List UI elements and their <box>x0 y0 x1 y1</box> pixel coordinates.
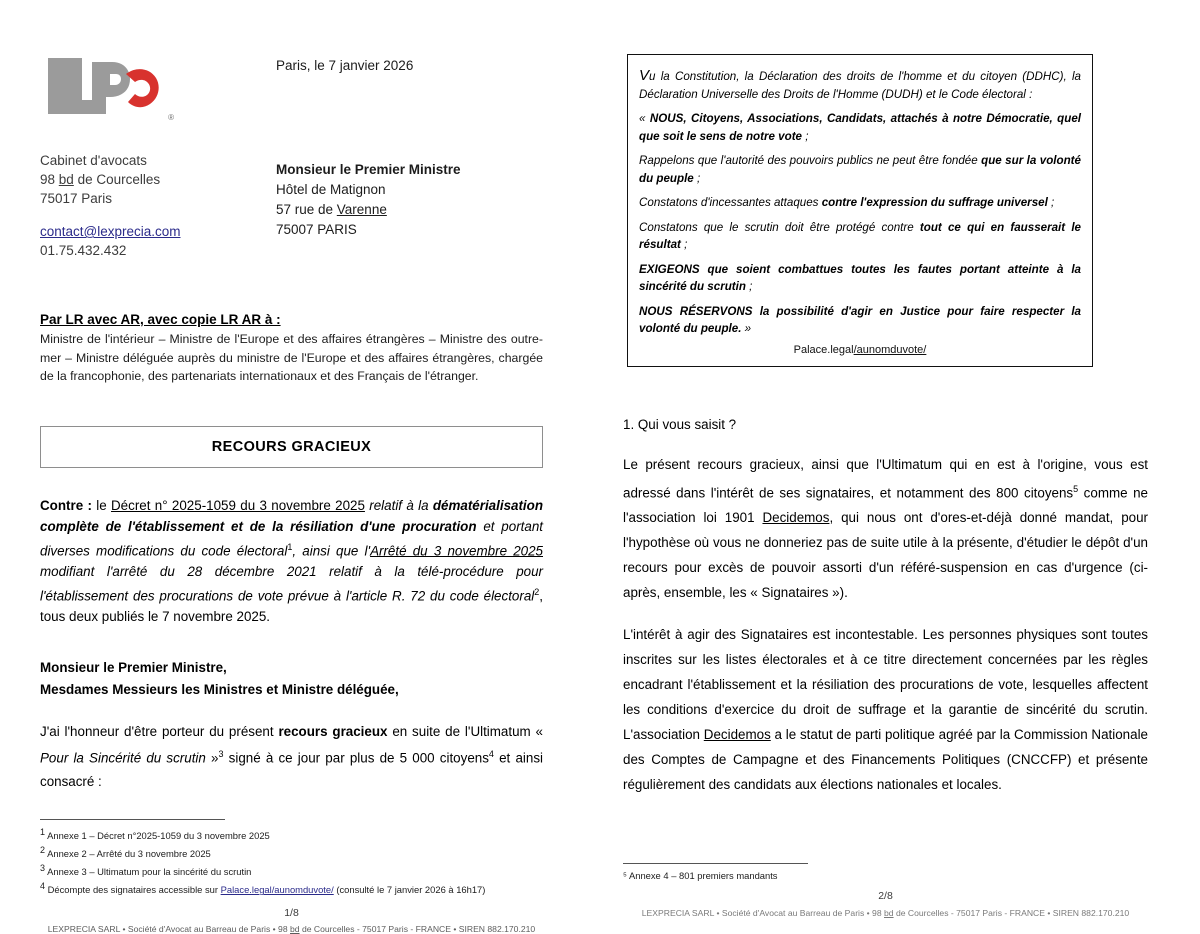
letterhead <box>40 52 543 260</box>
arrete-reference: Arrêté du 3 novembre 2025 <box>370 542 543 558</box>
firm-phone: 01.75.432.432 <box>40 243 127 258</box>
letter-date: Paris, le 7 janvier 2026 <box>276 58 414 73</box>
footnote-item: $^3$ Annexe 3 – Ultimatum pour la sincérité du scrutin <box>40 863 252 878</box>
lexprecia-logo-icon <box>40 52 174 138</box>
recipient-place: Hôtel de Matignon <box>276 182 386 197</box>
contre-paragraph: Contre : le Décret n° 2025-1059 du 3 novembre 2025 relatif à la dématérialisation complète de l'établissement et de la résiliation d'une procuration et portant diverses modifications du code électoral$^1$, ainsi que l'Arrêté du 3 novembre 2025 modifiant l'arrêté du 28 décembre 2021 relatif à la télé-procédure pour l'établissement des procurations de vote prévue à l'article R. 72 du code électoral$^2$, tous deux publiés le 7 novembre 2025. <box>40 497 543 625</box>
quote-paragraph-2: « NOUS, Citoyens, Associations, Candidats, attachés à notre Démocratie, quel que soit le sens de notre vote ; <box>639 112 1081 143</box>
footnote-item: ⁵ Annexe 4 – 801 premiers mandants <box>623 870 778 881</box>
page-number-left: 1/8 <box>284 907 299 920</box>
page-footer-right: LEXPRECIA SARL • Société d'Avocat au Barreau de Paris • 98 bd de Courcelles - 75017 Paris - FRANCE • SIREN 882.170.210 <box>641 908 1130 918</box>
section-heading-1: 1. Qui vous saisit ? <box>623 416 737 432</box>
salutation-line-2: Mesdames Messieurs les Ministres et Ministre déléguée, <box>40 682 399 698</box>
footnote-ref-4: 4 <box>488 749 494 760</box>
footnote-link[interactable]: Palace.legal/aunomduvote/ <box>220 884 334 896</box>
footnote-item: $^2$ Annexe 2 – Arrêté du 3 novembre 2025 <box>40 845 211 860</box>
firm-street-name: de Courcelles <box>73 172 161 187</box>
footnote-item: $^4$ Décompte des signataires accessible sur Palace.legal/aunomduvote/ (consulté le 7 janvier 2026 à 16h17) <box>40 881 486 896</box>
firm-line-3: 75017 Paris <box>40 191 113 206</box>
copies-title: Par LR avec AR, avec copie LR AR à : <box>40 312 281 327</box>
recipient-city: 75007 PARIS <box>276 222 357 237</box>
footnote-item: $^1$ Annexe 1 – Décret n°2025-1059 du 3 novembre 2025 <box>40 826 270 842</box>
decidemos-mention: Decidemos <box>762 509 830 525</box>
contre-label: Contre : <box>40 497 92 513</box>
quote-paragraph-7: NOUS RÉSERVONS la possibilité d'agir en Justice pour faire respecter la volonté du peuple. » <box>639 304 1081 335</box>
firm-street-abbrev: bd <box>58 172 74 187</box>
document-page-2 <box>583 0 1200 928</box>
footnote-ref-5: 5 <box>1073 483 1079 494</box>
document-title-box <box>40 426 543 468</box>
section-paragraph-2: L'intérêt à agir des Signataires est incontestable. Les personnes physiques sont toutes inscrites sur les listes électorales et à ce titre directement concernées par les règles encadrant l'établissement et la résiliation des procurations de vote, lesquelles affectent les conditions d'exercice du droit de suffrage et la garantie de sincérité du scrutin. L'association Decidemos a le statut de parti politique agréé par la Commission Nationale des Comptes de Campagne et des Financements Politiques (CNCCFP) et présente régulièrement des candidats aux élections nationales et locales. <box>623 626 1148 792</box>
page-2-bottom <box>623 863 1148 918</box>
copies-body: Ministre de l'intérieur – Ministre de l'Europe et des affaires étrangères – Ministre des outre-mer – Ministre déléguée auprès du ministre de l'Europe et des affaires étrangères, chargée de la francophonie, des partenariats internationaux et des Français de l'étranger. <box>40 332 543 383</box>
footnote-separator <box>623 863 808 864</box>
firm-address <box>40 151 240 208</box>
page-title: RECOURS GRACIEUX <box>211 438 372 455</box>
document-page-1 <box>0 0 583 934</box>
recipient-name: Monsieur le Premier Ministre <box>276 162 461 177</box>
footnote-separator <box>40 819 225 820</box>
firm-contact <box>40 222 240 260</box>
footnote-list <box>40 825 543 898</box>
quote-paragraph-1: Vu la Constitution, la Déclaration des droits de l'homme et du citoyen (DDHC), la Déclaration Universelle des Droits de l'Homme (DUDH) et le Code électoral : <box>639 67 1081 101</box>
firm-line-2 <box>40 170 240 189</box>
decidemos-mention: Decidemos <box>703 726 771 742</box>
logo-block <box>40 52 240 260</box>
intro-paragraph: J'ai l'honneur d'être porteur du présent recours gracieux en suite de l'Ultimatum « Pour la Sincérité du scrutin »$^3$ signé à ce jour par plus de 5 000 citoyens$^4$ et ainsi consacré : <box>40 724 543 789</box>
quote-paragraph-4: Constatons d'incessantes attaques contre l'expression du suffrage universel ; <box>639 196 1055 209</box>
page-footer-left: LEXPRECIA SARL • Société d'Avocat au Barreau de Paris • 98 bd de Courcelles - 75017 Paris - FRANCE • SIREN 882.170.210 <box>47 924 536 934</box>
quote-paragraph-3: Rappelons que l'autorité des pouvoirs publics ne peut être fondée que sur la volonté du peuple ; <box>639 154 1081 185</box>
logo-registered-mark: ® <box>168 113 174 122</box>
footnote-ref-2: 2 <box>534 586 540 597</box>
copies-section <box>40 312 543 386</box>
quote-source-link[interactable]: Palace.legal/aunomduvote/ <box>793 343 927 356</box>
section-paragraph-1: Le présent recours gracieux, ainsi que l'Ultimatum qui en est à l'origine, vous est adressé dans l'intérêt de ses signataires, et notamment des 800 citoyens$^5$ comme ne l'association loi 1901 Decidemos, qui nous ont d'ores-et-déjà donné mandat, pour l'hypothèse où vous ne donneriez pas de suite utile à la présente, d'étudier le dépôt d'un recours pour excès de pouvoir assorti d'un référé-suspension en cas d'urgence (ci-après, ensemble, les « Signataires »). <box>623 456 1149 600</box>
footnote-ref-3: 3 <box>218 749 224 760</box>
salutation-line-1: Monsieur le Premier Ministre, <box>40 660 227 676</box>
page-number-right: 2/8 <box>878 890 893 902</box>
quote-paragraph-6: EXIGEONS que soient combattues toutes les fautes portant atteinte à la sincérité du scrutin ; <box>639 262 1081 293</box>
firm-line-1: Cabinet d'avocats <box>40 153 147 168</box>
recipient-street: 57 rue de Varenne <box>276 202 387 217</box>
address-block <box>240 52 543 240</box>
recipient-address <box>276 160 543 240</box>
salutation <box>40 657 543 701</box>
ultimatum-quote-box <box>627 54 1093 367</box>
firm-street-number: 98 <box>40 172 59 187</box>
footnote-ref-1: 1 <box>287 541 293 552</box>
firm-email-link[interactable]: contact@lexprecia.com <box>40 224 181 239</box>
decret-reference: Décret n° 2025-1059 du 3 novembre 2025 <box>111 497 365 513</box>
quote-paragraph-5: Constatons que le scrutin doit être protégé contre tout ce qui en fausserait le résultat ; <box>639 220 1081 251</box>
